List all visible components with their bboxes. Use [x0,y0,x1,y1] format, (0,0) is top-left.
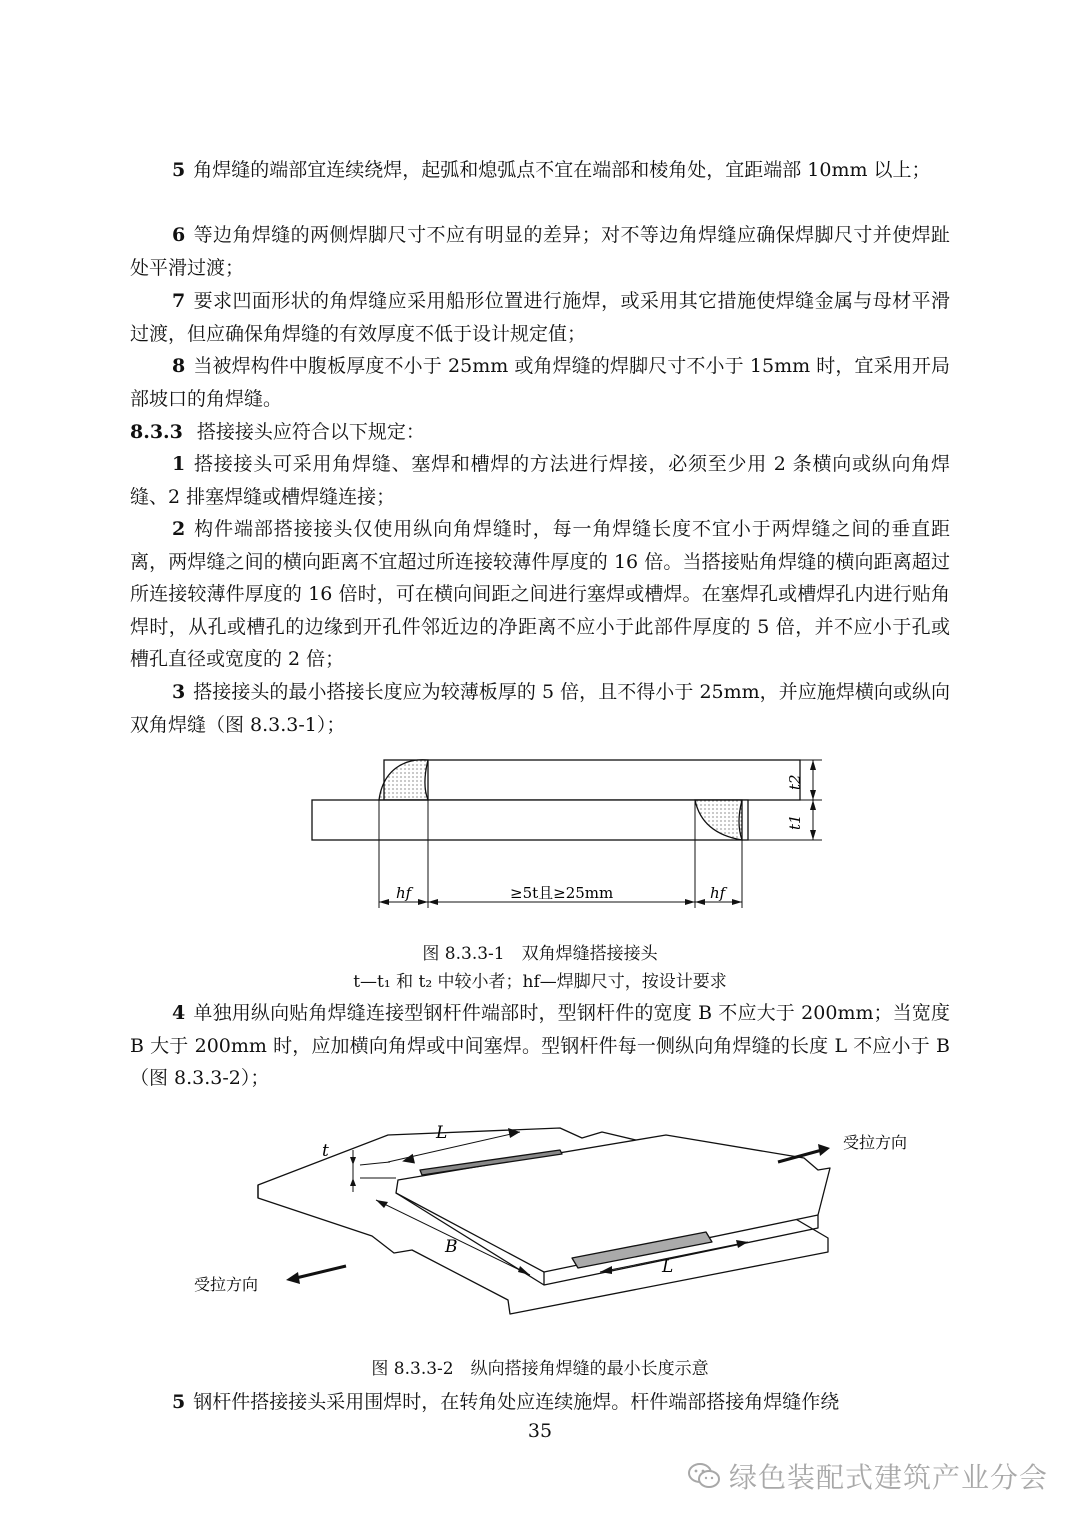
figure-lap-joint [300,748,840,918]
item-5 [130,1386,950,1419]
watermark [687,1456,1048,1496]
item-number: 1 [172,453,186,475]
item-text: 当被焊构件中腹板厚度不小于 25mm 或角焊缝的焊脚尺寸不小于 15mm 时，宜采用开局部坡口的角焊缝。 [130,355,950,410]
item-4 [130,997,950,1095]
label-pull-right: 受拉方向 [843,1133,908,1152]
item-2 [130,513,950,676]
label-overlap: ≥5t且≥25mm [510,884,614,902]
paragraph-8 [130,350,950,415]
bottom-plate [312,800,748,840]
figure-longitudinal-weld [180,1110,940,1330]
label-t2: t2 [786,774,804,790]
label-B: B [445,1237,458,1257]
paragraph-6 [130,219,950,284]
paragraph-5 [130,154,950,187]
label-L-top: L [436,1123,448,1143]
figure-1-note: t—t₁ 和 t₂ 中较小者；hf—焊脚尺寸，按设计要求 [353,972,727,992]
wechat-icon [687,1462,721,1490]
item-text: 构件端部搭接接头仅使用纵向角焊缝时，每一角焊缝长度不宜小于两焊缝之间的垂直距离，两焊缝之间的横向距离不宜超过所连接较薄件厚度的 16 倍。当搭接贴角焊缝的横向距离超过所连接较薄件厚度的 16 倍时，可在横向间距之间进行塞焊或槽焊。在塞焊孔或槽焊孔内进行贴角焊时，从孔或槽孔的边缘到开孔件邻近边的净距离不应小于此部件厚度的 5 倍，并不应小于孔或槽孔直径或宽度的 2 倍； [130,518,950,670]
item-text: 钢杆件搭接接头采用围焊时，在转角处应连续施焊。杆件端部搭接角焊缝作绕 [193,1391,840,1413]
item-text: 要求凹面形状的角焊缝应采用船形位置进行施焊，或采用其它措施使焊缝金属与母材平滑过渡，但应确保角焊缝的有效厚度不低于设计规定值； [130,290,950,345]
item-text: 搭接接头可采用角焊缝、塞焊和槽焊的方法进行焊接，必须至少用 2 条横向或纵向角焊缝、2 排塞焊缝或槽焊缝连接； [130,453,950,508]
item-1 [130,448,950,513]
label-t: t [322,1141,329,1161]
item-text: 搭接接头的最小搭接长度应为较薄板厚的 5 倍，且不得小于 25mm，并应施焊横向或纵向双角焊缝（图 8.3.3-1）； [130,681,950,736]
item-text: 角焊缝的端部宜连续绕焊，起弧和熄弧点不宜在端部和棱角处，宜距端部 10mm 以上； [193,159,931,181]
label-t1: t1 [786,814,804,830]
item-3 [130,676,950,741]
clause-heading [130,416,950,449]
figure-2-caption: 图 8.3.3-2 纵向搭接角焊缝的最小长度示意 [371,1359,709,1379]
clause-number: 8.3.3 [130,421,183,443]
clause-text: 搭接接头应符合以下规定： [196,421,425,443]
item-number: 4 [172,1002,186,1024]
item-number: 2 [172,518,186,540]
label-hf-right: hf [710,884,726,902]
item-number: 6 [172,224,186,246]
label-pull-left: 受拉方向 [194,1275,259,1294]
item-number: 3 [172,681,186,703]
figure-1-caption: 图 8.3.3-1 双角焊缝搭接接头 [422,944,658,964]
page-number: 35 [527,1420,553,1442]
label-L-bottom: L [662,1257,674,1277]
item-number: 8 [172,355,186,377]
item-text: 等边角焊缝的两侧焊脚尺寸不应有明显的差异；对不等边角焊缝应确保焊脚尺寸并使焊趾处平滑过渡； [130,224,950,279]
top-plate [384,760,800,800]
paragraph-7 [130,285,950,350]
item-number: 5 [172,159,186,181]
watermark-text: 绿色装配式建筑产业分会 [728,1461,1048,1494]
item-number: 7 [172,290,186,312]
item-text: 单独用纵向贴角焊缝连接型钢杆件端部时，型钢杆件的宽度 B 不应大于 200mm；当宽度 B 大于 200mm 时，应加横向角焊或中间塞焊。型钢杆件每一侧纵向角焊缝的长度 L 不应小于 B（图 8.3.3-2）； [130,1002,950,1089]
label-hf-left: hf [396,884,412,902]
item-number: 5 [172,1391,186,1413]
